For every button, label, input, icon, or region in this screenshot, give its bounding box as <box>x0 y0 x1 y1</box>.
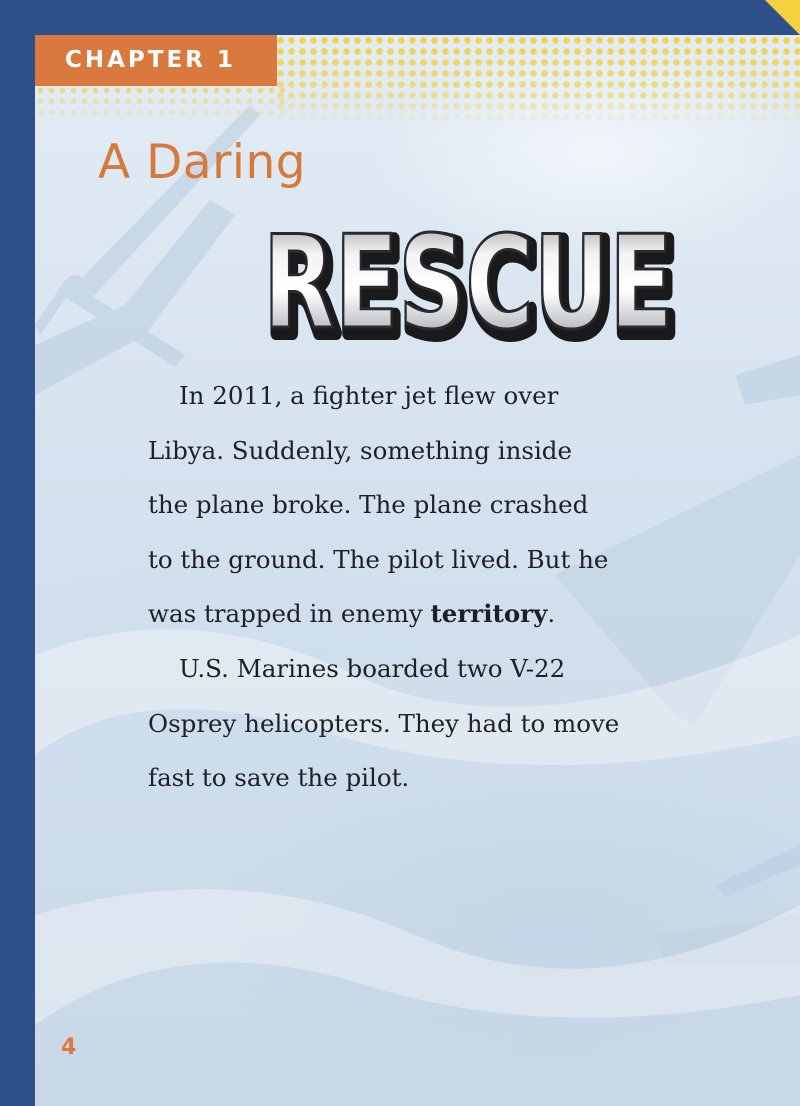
book-page <box>35 35 800 1106</box>
body-line: Osprey helicopters. They had to move <box>148 708 620 738</box>
body-line: In 2011, a fighter jet flew over <box>179 381 559 410</box>
body-line: was trapped in enemy <box>148 599 431 629</box>
body-line: Libya. Suddenly, something inside <box>148 435 572 465</box>
glossary-term: territory <box>430 599 548 629</box>
left-border <box>0 0 35 1106</box>
top-border <box>0 0 800 35</box>
chapter-label: CHAPTER 1 <box>35 35 277 86</box>
body-line-end: . <box>547 599 556 629</box>
halftone-dots-top <box>275 35 800 125</box>
body-line: to the ground. The pilot lived. But he <box>148 544 609 574</box>
paragraph-1 <box>148 369 668 642</box>
title-rescue <box>253 195 693 355</box>
body-line: fast to save the pilot. <box>148 763 410 793</box>
body-line: the plane broke. The plane crashed <box>148 490 589 520</box>
paragraph-2 <box>148 642 668 806</box>
title-rescue-shadow: RESCUE <box>267 215 677 355</box>
page-number: 4 <box>61 1035 77 1060</box>
title-rescue-face: RESCUE <box>263 209 673 355</box>
body-line: U.S. Marines boarded two V-22 <box>179 653 566 683</box>
title-line-1: A Daring <box>98 135 307 190</box>
corner-accent <box>765 0 800 35</box>
body-text <box>148 369 668 806</box>
halftone-dots-left <box>35 85 285 125</box>
